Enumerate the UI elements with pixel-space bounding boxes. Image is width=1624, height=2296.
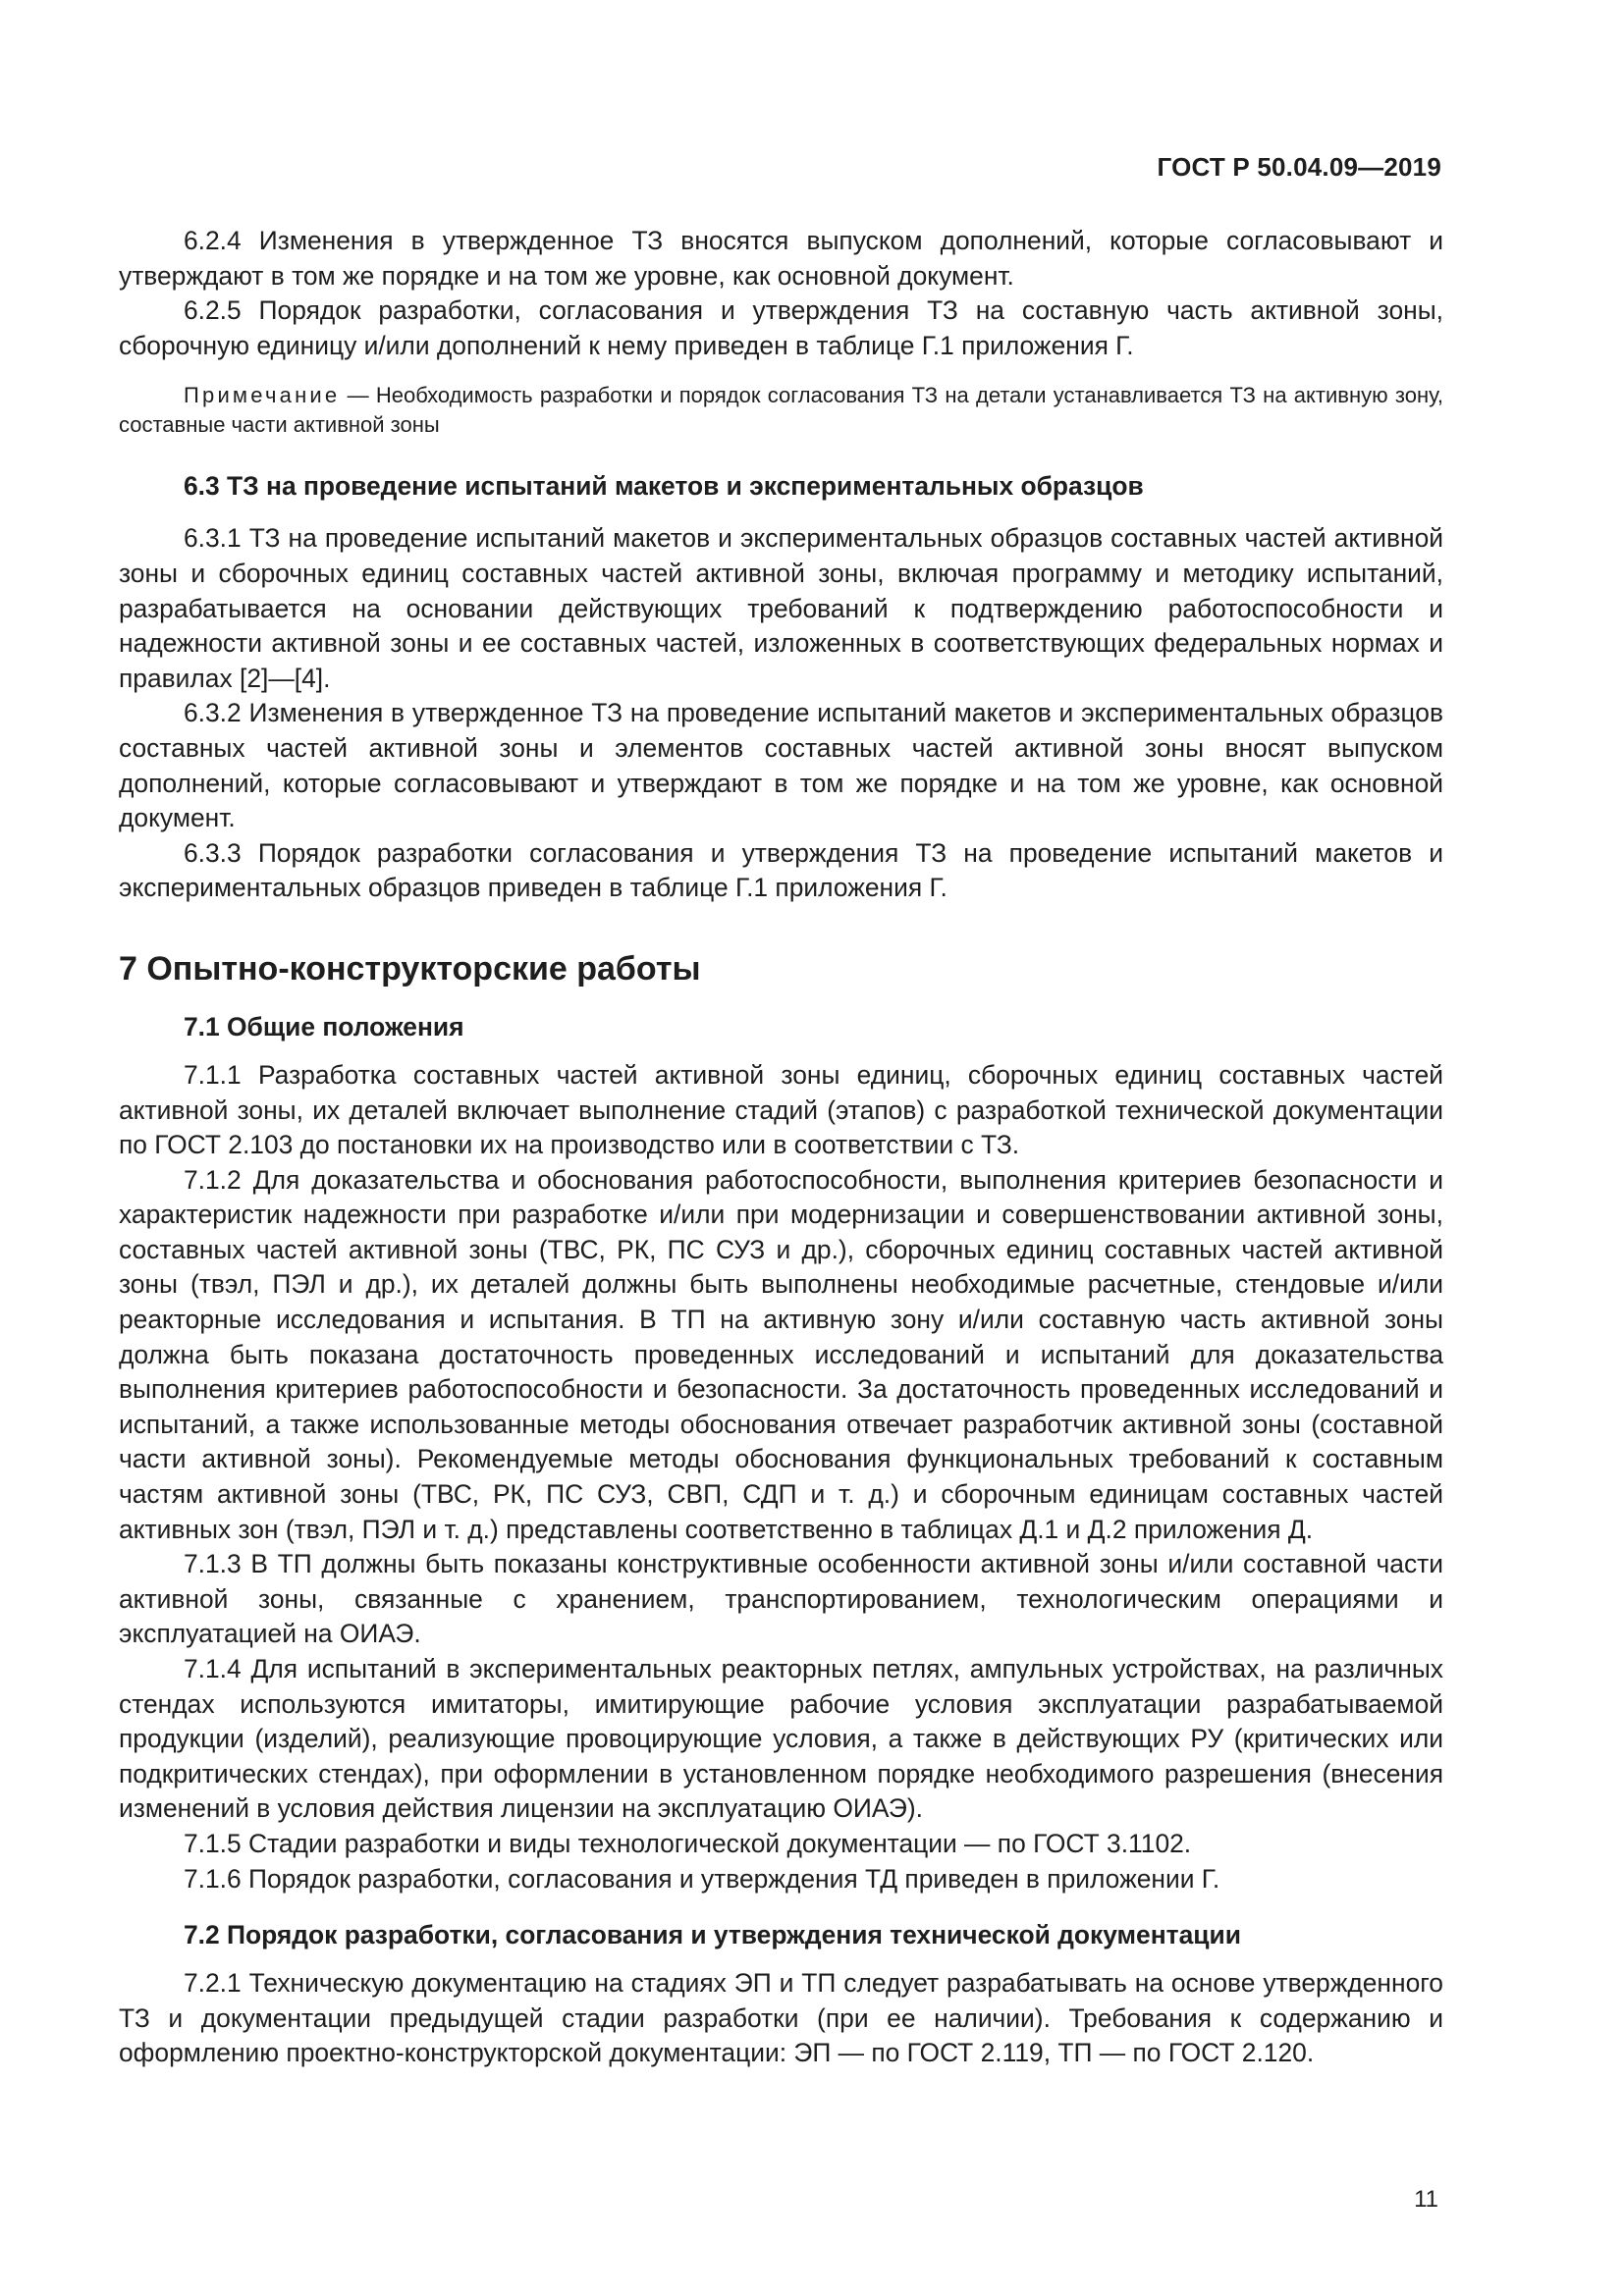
- heading-7-2: 7.2 Порядок разработки, согласования и утверждения технической документации: [184, 1920, 1241, 1950]
- page-content: [119, 224, 1443, 2071]
- clause-7-1-1: 7.1.1 Разработка составных частей активной зоны единиц, сборочных единиц составных частей активной зоны, их деталей включает выполнение стадий (этапов) с разработкой технической документации по ГОСТ 2.103 до постановки их на производство или в соответствии с ТЗ.: [119, 1059, 1443, 1160]
- clause-6-3-3: 6.3.3 Порядок разработки согласования и утверждения ТЗ на проведение испытаний макетов и экспериментальных образцов приведен в таблице Г.1 приложения Г.: [119, 837, 1443, 903]
- clause-7-2-1: 7.2.1 Техническую документацию на стадиях ЭП и ТП следует разрабатывать на основе утвержденного ТЗ и документации предыдущей стадии разработки (при ее наличии). Требования к содержанию и оформлению проектно-конструкторской документации: ЭП — по ГОСТ 2.119, ТП — по ГОСТ 2.120.: [119, 1968, 1443, 2068]
- note-text: — Необходимость разработки и порядок согласования ТЗ на детали устанавливается ТЗ на активную зону, составные части активной зоны: [119, 383, 1443, 438]
- clause-6-3-1: 6.3.1 ТЗ на проведение испытаний макетов и экспериментальных образцов составных частей активной зоны и сборочных единиц составных частей активной зоны, включая программу и методику испытаний, разрабатывается на основании действующих требований к подтверждению работоспособности и надежности активной зоны и ее составных частей, изложенных в соответствующих федеральных нормах и правилах [2]—[4].: [119, 523, 1443, 693]
- note: [119, 381, 1443, 440]
- heading-7-1: 7.1 Общие положения: [184, 1011, 464, 1041]
- document-code-header: ГОСТ Р 50.04.09—2019: [1157, 152, 1441, 182]
- clause-7-1-4: 7.1.4 Для испытаний в экспериментальных реакторных петлях, ампульных устройствах, на различных стендах используются имитаторы, имитирующие рабочие условия эксплуатации разрабатываемой продукции (изделий), реализующие провоцирующие условия, а также в действующих РУ (критических или подкритических стендах), при оформлении в установленном порядке необходимого разрешения (внесения изменений в условия действия лицензии на эксплуатацию ОИАЭ).: [119, 1654, 1443, 1824]
- clause-6-2-4: 6.2.4 Изменения в утвержденное ТЗ вносятся выпуском дополнений, которые согласовывают и утверждают в том же порядке и на том же уровне, как основной документ.: [119, 226, 1443, 291]
- heading-6-3: 6.3 ТЗ на проведение испытаний макетов и экспериментальных образцов: [184, 471, 1144, 502]
- clause-6-2-5: 6.2.5 Порядок разработки, согласования и утверждения ТЗ на составную часть активной зоны, сборочную единицу и/или дополнений к нему приведен в таблице Г.1 приложения Г.: [119, 295, 1443, 360]
- clause-7-1-5: 7.1.5 Стадии разработки и виды технологической документации — по ГОСТ 3.1102.: [184, 1828, 1192, 1858]
- page-number: 11: [1414, 2186, 1438, 2213]
- clause-7-1-2: 7.1.2 Для доказательства и обоснования работоспособности, выполнения критериев безопасности и характеристик надежности при разработке и/или при модернизации и совершенствовании активной зоны, составных частей активной зоны (ТВС, РК, ПС СУЗ и др.), сборочных единиц составных частей активной зоны (твэл, ПЭЛ и др.), их деталей должны быть выполнены необходимые расчетные, стендовые и/или реакторные исследования и испытания. В ТП на активную зону и/или составную часть активной зоны должна быть показана достаточность проведенных исследований и испытаний для доказательства выполнения критериев работоспособности и безопасности. За достаточность проведенных исследований и испытаний, а также использованные методы обоснования отвечает разработчик активной зоны (составной части активной зоны). Рекомендуемые методы обоснования функциональных требований к составным частям активной зоны (ТВС, РК, ПС СУЗ, СВП, СДП и т. д.) и сборочным единицам составных частей активных зон (твэл, ПЭЛ и т. д.) представлены соответственно в таблицах Д.1 и Д.2 приложения Д.: [119, 1164, 1443, 1544]
- clause-6-3-2: 6.3.2 Изменения в утвержденное ТЗ на проведение испытаний макетов и экспериментальных образцов составных частей активной зоны и элементов составных частей активной зоны вносят выпуском дополнений, которые согласовывают и утверждают в том же порядке и на том же уровне, как основной документ.: [119, 698, 1443, 833]
- heading-section-7: 7 Опытно-конструкторские работы: [119, 949, 701, 988]
- note-label: Примечание: [184, 383, 341, 408]
- clause-7-1-3: 7.1.3 В ТП должны быть показаны конструктивные особенности активной зоны и/или составной части активной зоны, связанные с хранением, транспортированием, технологическим операциями и эксплуатацией на ОИАЭ.: [119, 1549, 1443, 1649]
- clause-7-1-6: 7.1.6 Порядок разработки, согласования и утверждения ТД приведен в приложении Г.: [184, 1863, 1220, 1894]
